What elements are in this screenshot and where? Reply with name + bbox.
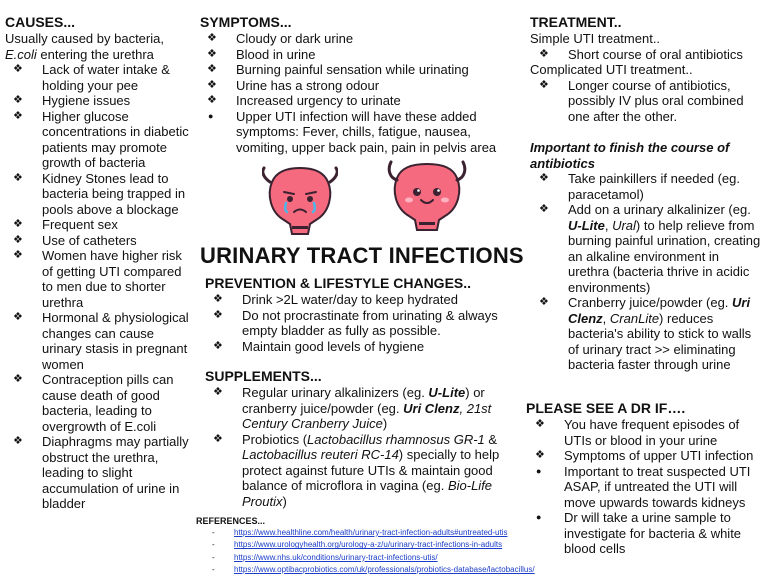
dot-bullet-icon: ● <box>208 110 214 121</box>
list-item: ❖ Increased urgency to urinate <box>207 93 401 108</box>
references-list <box>196 527 535 576</box>
list-item: ❖ Lack of water intake & holding your pee <box>13 62 170 93</box>
list-item: ● Dr will take a urine sample to investigate for bacteria & white blood cells <box>536 510 742 556</box>
list-item: ❖ Short course of oral antibiotics <box>539 46 743 62</box>
list-item: ❖ Blood in urine <box>207 46 316 62</box>
dot-bullet-icon: ● <box>536 465 542 476</box>
reference-link[interactable]: https://www.optibacprobiotics.com/uk/professionals/probiotics-database/lactobacillus/ <box>234 564 535 574</box>
diamond-bullet-icon: ❖ <box>539 47 549 60</box>
supplements-heading: SUPPLEMENTS... <box>205 368 322 384</box>
diamond-bullet-icon: ❖ <box>13 109 23 122</box>
list-item: ❖ Cranberry juice/powder (eg. Uri Clenz, CranLite) reduces bacteria's ability to stick to walls of urinary tract >> eliminating bacteria faster through urine <box>539 295 752 372</box>
diamond-bullet-icon: ❖ <box>539 78 549 91</box>
diamond-bullet-icon: ❖ <box>13 171 23 184</box>
causes-section <box>5 14 195 512</box>
reference-item: - https://www.urologyhealth.org/urology-a-z/u/urinary-tract-infections-in-adults <box>212 540 503 550</box>
supplements-section <box>205 368 510 509</box>
diamond-bullet-icon: ❖ <box>13 435 23 447</box>
reference-link[interactable]: https://www.urologyhealth.org/urology-a-z/u/urinary-tract-infections-in-adults <box>234 540 503 550</box>
simple-treatment-label: Simple UTI treatment.. <box>530 31 661 46</box>
sad-bladder-icon <box>262 162 338 238</box>
diamond-bullet-icon: ❖ <box>13 94 23 106</box>
happy-bladder-icon <box>387 158 467 234</box>
prevention-section <box>205 275 520 354</box>
symptoms-list <box>200 31 520 155</box>
list-item: ❖ Maintain good levels of hygiene <box>213 338 425 354</box>
diamond-bullet-icon: ❖ <box>213 308 223 321</box>
see-doctor-section <box>526 400 764 557</box>
diamond-bullet-icon: ❖ <box>213 432 223 445</box>
list-item: ❖ Cloudy or dark urine <box>207 31 354 46</box>
list-item: ❖ Kidney Stones lead to bacteria being trapped in pools above a blockage <box>13 170 186 217</box>
page-title: URINARY TRACT INFECTIONS <box>200 243 524 268</box>
see-doctor-heading: PLEASE SEE A DR IF…. <box>526 400 686 416</box>
reference-item: - https://www.optibacprobiotics.com/uk/professionals/probiotics-database/lactobacillus/ <box>212 564 535 574</box>
list-item: ● Upper UTI infection will have these added symptoms: Fever, chills, fatigue, nausea, vomiting, upper back pain, pain in pelvis area <box>208 108 497 155</box>
references-section <box>196 515 535 576</box>
treatment-section <box>530 14 762 373</box>
prevention-list <box>205 292 520 354</box>
diamond-bullet-icon: ❖ <box>213 386 223 398</box>
diamond-bullet-icon: ❖ <box>207 78 217 91</box>
diamond-bullet-icon: ❖ <box>13 63 23 75</box>
diamond-bullet-icon: ❖ <box>207 32 217 44</box>
diamond-bullet-icon: ❖ <box>539 296 549 308</box>
list-item: ❖ Probiotics (Lactobacillus rhamnosus GR-1 & Lactobacillus reuteri RC-14) specially to help protect against future UTIs & maintain good balance of microflora in vagina (eg. Bio-Life Proutix) <box>213 431 500 509</box>
diamond-bullet-icon: ❖ <box>207 94 217 106</box>
list-item: ❖ Use of catheters <box>13 232 137 248</box>
list-item: ❖ Add on a urinary alkalinizer (eg. U-Lite, Ural) to help relieve from burning painful urination, creating an alkaline environment in urethra (bacteria thrive in acidic environments) <box>539 202 761 295</box>
list-item: ❖ Longer course of antibiotics, possibly IV plus oral combined one after the other. <box>539 77 744 124</box>
causes-list <box>5 62 195 512</box>
list-item: ❖ Take painkillers if needed (eg. paracetamol) <box>539 171 740 202</box>
list-item: ❖ Drink >2L water/day to keep hydrated <box>213 292 458 307</box>
causes-heading: CAUSES... <box>5 14 76 30</box>
complicated-treatment-label: Complicated UTI treatment.. <box>530 62 693 77</box>
diamond-bullet-icon: ❖ <box>535 418 545 430</box>
diamond-bullet-icon: ❖ <box>213 293 223 305</box>
diamond-bullet-icon: ❖ <box>13 373 23 385</box>
list-item: ❖ Burning painful sensation while urinating <box>207 62 469 77</box>
list-item: ● Important to treat suspected UTI ASAP, if untreated the UTI will move upwards towards kidneys <box>536 463 751 510</box>
reference-link[interactable]: https://www.healthline.com/health/urinary-tract-infection-adults#untreated-utis <box>234 528 508 537</box>
list-item: ❖ Higher glucose concentrations in diabetic patients may promote growth of bacteria <box>13 108 189 170</box>
diamond-bullet-icon: ❖ <box>535 449 545 461</box>
diamond-bullet-icon: ❖ <box>13 218 23 230</box>
list-item: ❖ Frequent sex <box>13 217 118 232</box>
diamond-bullet-icon: ❖ <box>13 233 23 246</box>
diamond-bullet-icon: ❖ <box>213 339 223 352</box>
list-item: ❖ Regular urinary alkalinizers (eg. U-Lite) or cranberry juice/powder (eg. Uri Clenz, 21st Century Cranberry Juice) <box>213 385 492 431</box>
prevention-heading: PREVENTION & LIFESTYLE CHANGES.. <box>205 275 472 291</box>
list-item: ❖ Diaphragms may partially obstruct the urethra, leading to slight accumulation of urine in bladder <box>13 434 189 511</box>
list-item: ❖ Contraception pills can cause death of good bacteria, leading to overgrowth of E.coli <box>13 372 174 434</box>
reference-item: - https://www.healthline.com/health/urinary-tract-infection-adults#untreated-utis <box>212 528 508 537</box>
important-note: Important to finish the course of antibiotics <box>530 140 730 171</box>
diamond-bullet-icon: ❖ <box>539 203 549 215</box>
list-item: ❖ Do not procrastinate from urinating & always empty bladder as fully as possible. <box>213 307 498 338</box>
treatment-heading: TREATMENT.. <box>530 14 622 30</box>
list-item: ❖ Women have higher risk of getting UTI compared to men due to shorter urethra <box>13 248 182 310</box>
dot-bullet-icon: ● <box>536 512 542 522</box>
diamond-bullet-icon: ❖ <box>207 63 217 75</box>
list-item: ❖ Urine has a strong odour <box>207 77 380 93</box>
diamond-bullet-icon: ❖ <box>207 47 217 60</box>
reference-item: - https://www.nhs.uk/conditions/urinary-tract-infections-utis/ <box>212 552 438 562</box>
diamond-bullet-icon: ❖ <box>13 249 23 261</box>
supplements-list <box>205 385 510 509</box>
reference-link[interactable]: https://www.nhs.uk/conditions/urinary-tract-infections-utis/ <box>234 552 438 562</box>
symptoms-section <box>200 14 520 155</box>
list-item: ❖ Hygiene issues <box>13 93 131 108</box>
list-item: ❖ Symptoms of upper UTI infection <box>535 448 754 463</box>
list-item: ❖ Hormonal & physiological changes can cause urinary stasis in pregnant women <box>13 310 189 372</box>
diamond-bullet-icon: ❖ <box>13 311 23 323</box>
list-item: ❖ You have frequent episodes of UTIs or blood in your urine <box>535 417 740 448</box>
causes-intro: Usually caused by bacteria, E.coli entering the urethra <box>5 31 164 62</box>
symptoms-heading: SYMPTOMS... <box>200 14 292 30</box>
references-heading: REFERENCES... <box>196 516 266 526</box>
diamond-bullet-icon: ❖ <box>539 172 549 184</box>
